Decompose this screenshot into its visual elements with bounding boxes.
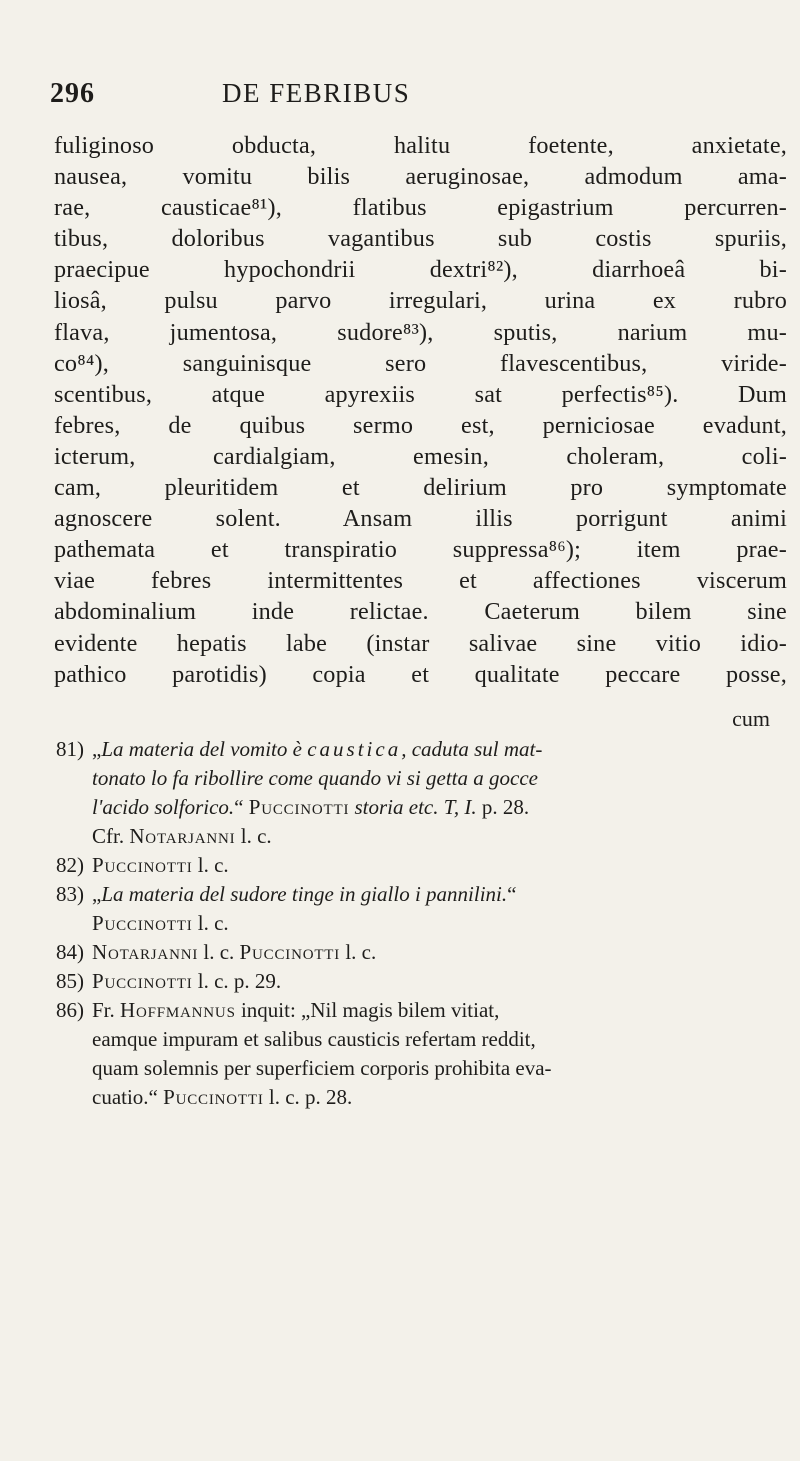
text-line: rae, causticae⁸¹), flatibus epigastrium percurren- <box>54 194 787 222</box>
text-line: evidente hepatis labe (instar salivae sine vitio idio- <box>54 629 787 657</box>
main-text <box>54 130 787 690</box>
author-name: Hoffmannus <box>120 998 236 1022</box>
work-title: storia etc. T, I. <box>354 795 477 819</box>
quote-text: eamque impuram et salibus causticis refertam reddit, <box>92 1027 536 1051</box>
quote-text: l'acido solforico. <box>92 795 235 819</box>
page-reference: l. c. <box>197 911 229 935</box>
text-line: nausea, vomitu bilis aeruginosae, admodum ama- <box>54 163 787 191</box>
footnote-84 <box>56 938 786 967</box>
page-reference: l. c. <box>203 940 235 964</box>
catchword: cum <box>732 706 770 731</box>
footnote-81 <box>56 735 786 851</box>
quote-text: inquit: „Nil magis bilem vitiat, <box>240 998 500 1022</box>
quote-mark: „ <box>92 737 102 761</box>
text-line: co⁸⁴), sanguinisque sero flavescentibus, viride- <box>54 349 787 377</box>
page-number: 296 <box>50 78 95 109</box>
quote-mark: “ <box>234 795 244 819</box>
page-reference: l. c. p. 29. <box>197 969 282 993</box>
footnote-83 <box>56 880 786 938</box>
quote-text: La materia del sudore tinge in giallo i pannilini. <box>101 882 508 906</box>
text-line: febres, de quibus sermo est, perniciosae evadunt, <box>54 411 787 439</box>
quote-emphasis: caustica <box>307 737 402 761</box>
footnote-number: 84) <box>56 940 84 964</box>
footnotes <box>56 735 786 1112</box>
author-name: Notarjanni <box>129 824 236 848</box>
author-name: Puccinotti <box>248 795 350 819</box>
text-line: flava, jumentosa, sudore⁸³), sputis, narium mu- <box>54 318 787 346</box>
text-line: agnoscere solent. Ansam illis porrigunt animi <box>54 505 787 533</box>
cross-reference: Cfr. <box>92 824 125 848</box>
text-line: pathemata et transpiratio suppressa⁸⁶); item prae- <box>54 536 787 564</box>
footnote-85 <box>56 967 786 996</box>
author-name: Puccinotti <box>92 911 193 935</box>
text-line: abdominalium inde relictae. Caeterum bilem sine <box>54 598 787 626</box>
author-name: Puccinotti <box>163 1085 264 1109</box>
footnote-82 <box>56 851 786 880</box>
footnote-number: 86) <box>56 998 84 1022</box>
text-line: tibus, doloribus vagantibus sub costis spuriis, <box>54 225 787 253</box>
quote-text: cuatio.“ <box>92 1085 158 1109</box>
footnote-number: 81) <box>56 737 84 761</box>
page-reference: l. c. <box>345 940 377 964</box>
quote-text: quam solemnis per superficiem corporis prohibita eva- <box>92 1056 552 1080</box>
quote-text: tonato lo fa ribollire come quando vi si getta a gocce <box>92 766 538 790</box>
text-line: viae febres intermittentes et affectiones viscerum <box>54 567 787 595</box>
page-reference: l. c. p. 28. <box>268 1085 353 1109</box>
page-reference: l. c. <box>197 853 229 877</box>
text-line: praecipue hypochondrii dextri⁸²), diarrhoeâ bi- <box>54 256 787 284</box>
page-reference: p. 28. <box>481 795 530 819</box>
quote-mark: “ <box>507 882 517 906</box>
running-title: DE FEBRIBUS <box>222 78 411 108</box>
quote-mark: „ <box>92 882 102 906</box>
text-line: liosâ, pulsu parvo irregulari, urina ex rubro <box>54 287 787 315</box>
page-reference: l. c. <box>240 824 272 848</box>
quote-text: , caduta sul mat- <box>401 737 543 761</box>
footnote-number: 82) <box>56 853 84 877</box>
text-line: pathico parotidis) copia et qualitate peccare posse, <box>54 660 787 688</box>
author-name: Puccinotti <box>92 853 193 877</box>
text-line: icterum, cardialgiam, emesin, choleram, coli- <box>54 442 787 470</box>
author-initial: Fr. <box>92 998 115 1022</box>
text-line: scentibus, atque apyrexiis sat perfectis⁸⁵). Dum <box>54 380 787 408</box>
footnote-number: 83) <box>56 882 84 906</box>
text-line: fuliginoso obducta, halitu foetente, anxietate, <box>54 132 787 159</box>
page-header <box>50 78 760 118</box>
quote-text: La materia del vomito è <box>101 737 302 761</box>
author-name: Puccinotti <box>239 940 341 964</box>
footnote-number: 85) <box>56 969 84 993</box>
author-name: Notarjanni <box>92 940 199 964</box>
footnote-86 <box>56 996 786 1112</box>
author-name: Puccinotti <box>92 969 193 993</box>
text-line: cam, pleuritidem et delirium pro symptomate <box>54 474 787 502</box>
